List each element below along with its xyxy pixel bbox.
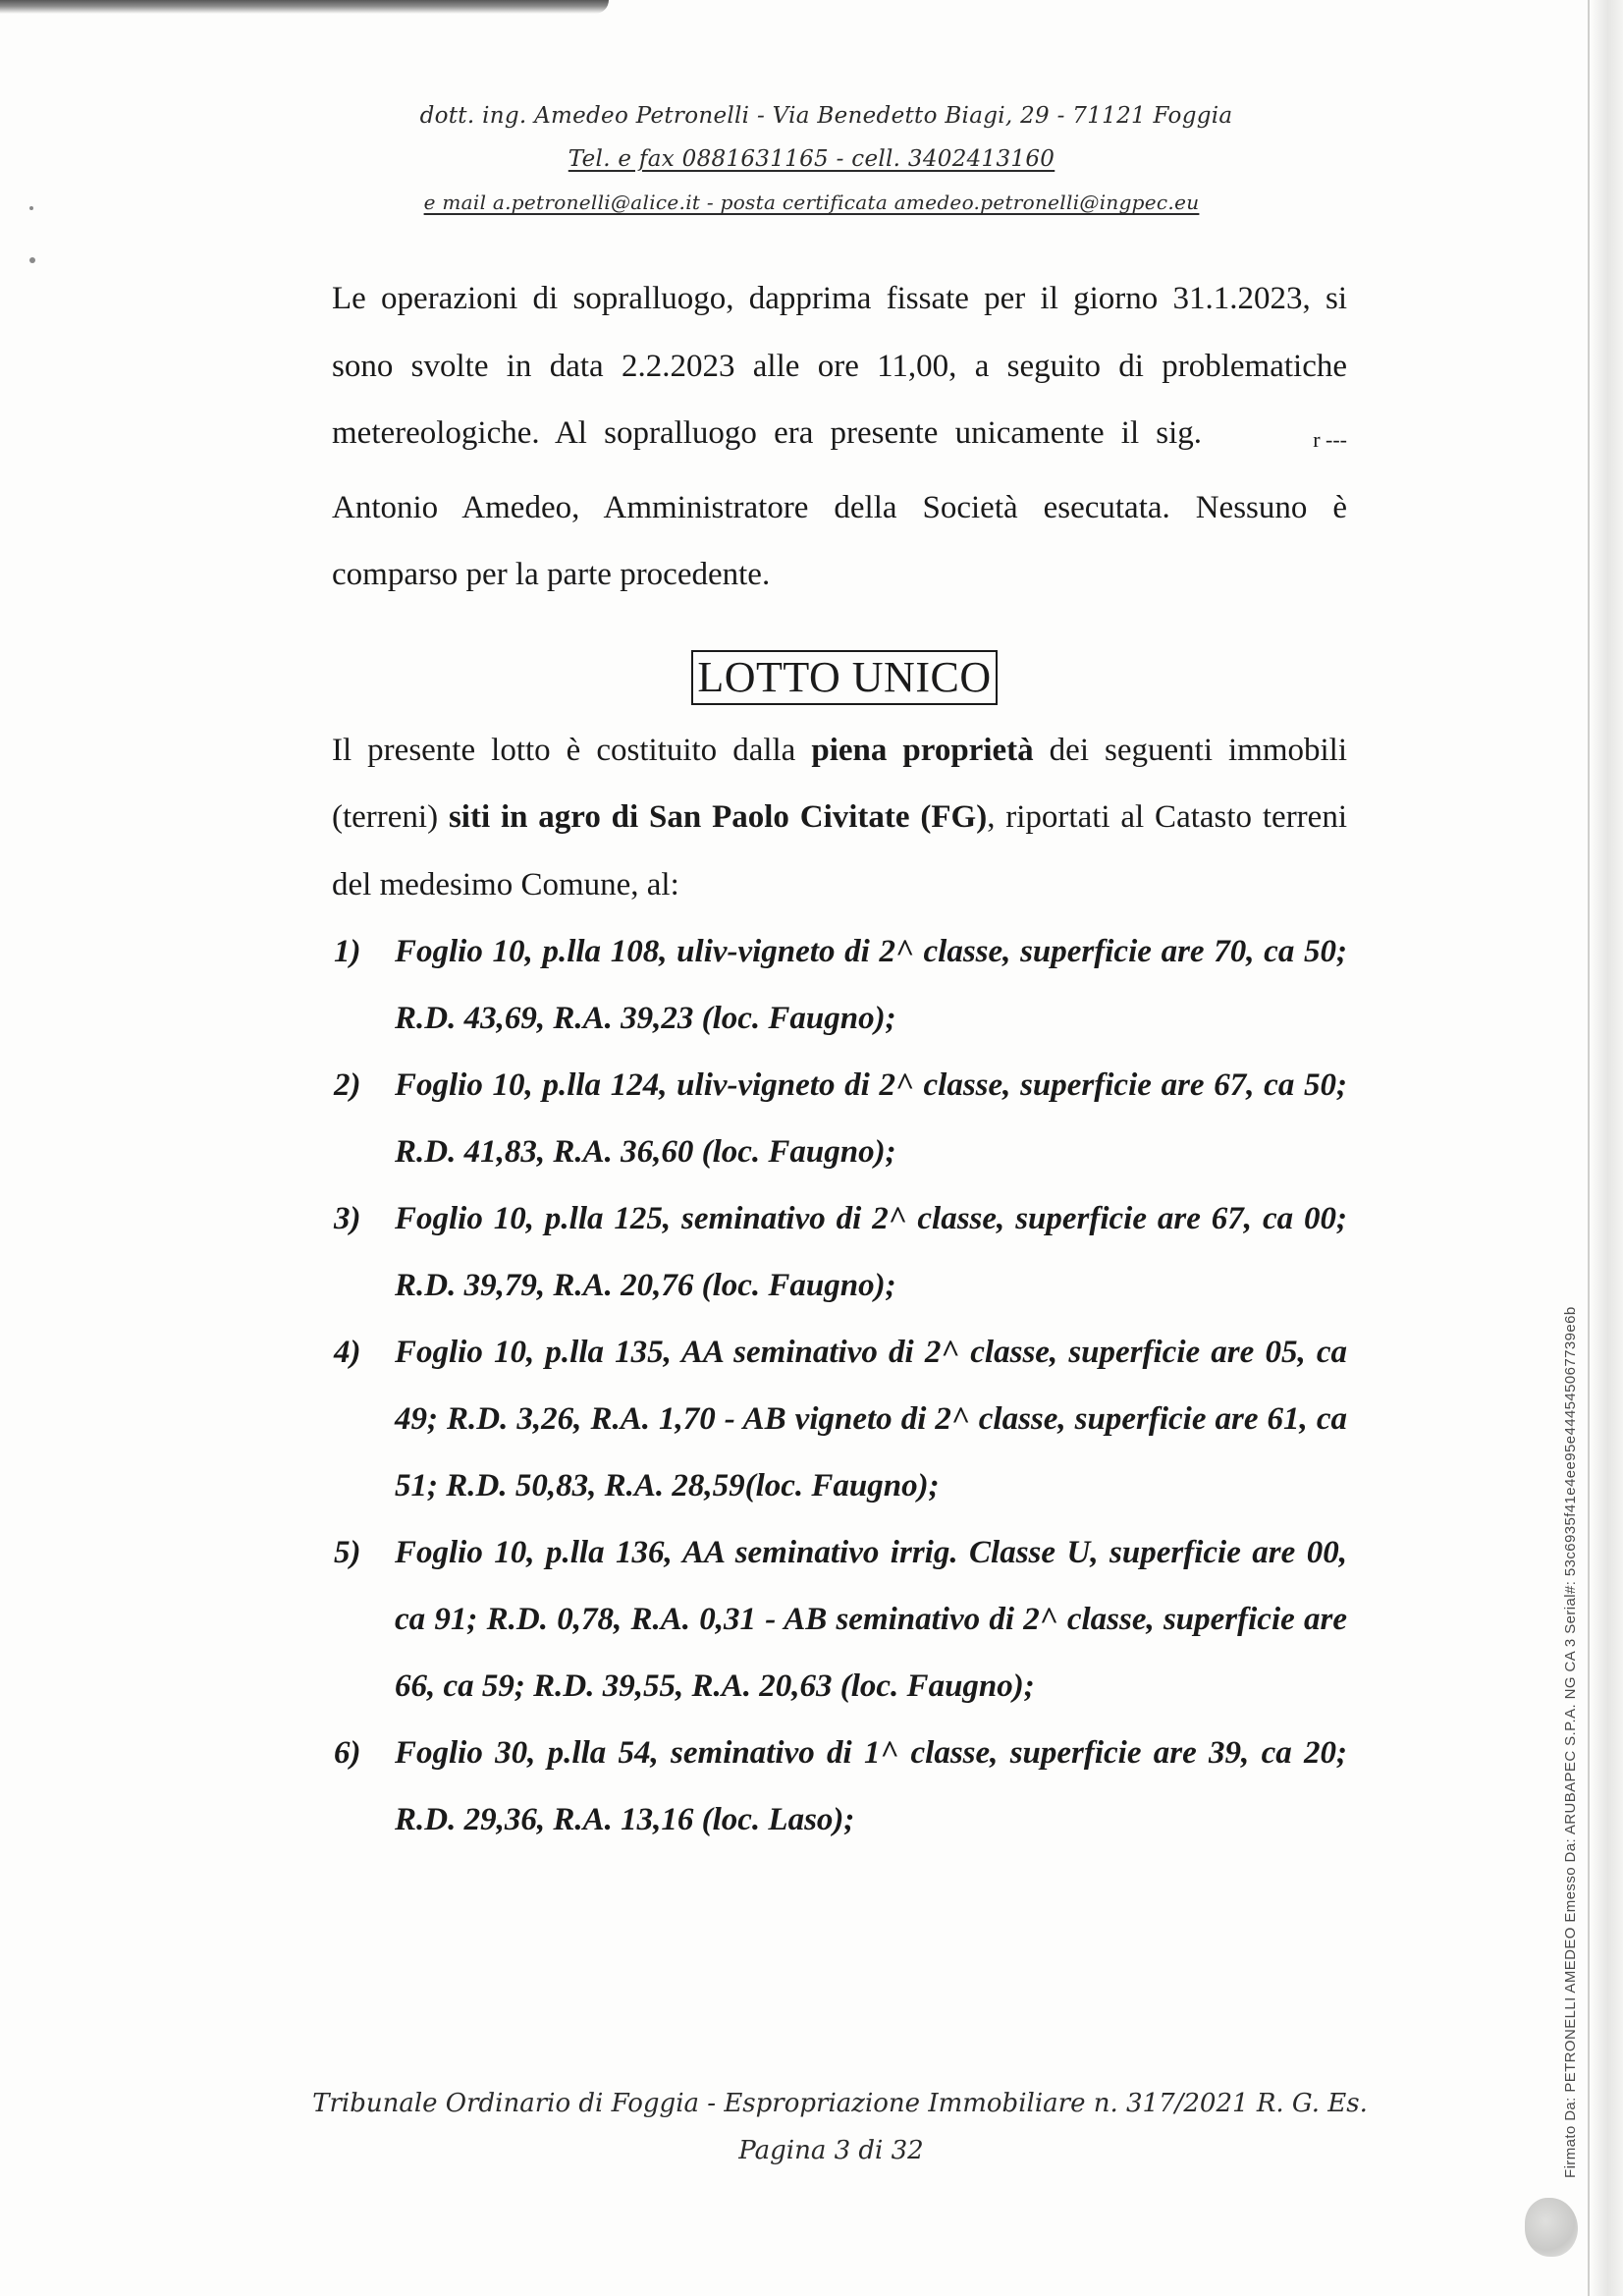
letterhead bbox=[0, 94, 1623, 224]
lotto-description: Il presente lotto è costituito dalla piena proprietà dei seguenti immobili (terreni) siti in agro di San Paolo Civitate (FG), riportati al Catasto terreni del medesimo Comune, al: bbox=[332, 732, 1348, 902]
scan-speck bbox=[29, 257, 35, 263]
scan-shadow bbox=[0, 0, 609, 14]
parcel-list bbox=[332, 918, 1347, 1853]
lotto-location: siti in agro di San Paolo Civitate (FG) bbox=[448, 799, 988, 835]
scan-edge bbox=[1590, 0, 1623, 2296]
letterhead-address: dott. ing. Amedeo Petronelli - Via Benedetto Biagi, 29 - 71121 Foggia bbox=[419, 103, 1233, 129]
page-body bbox=[332, 265, 1347, 1853]
seal-mark bbox=[1525, 2198, 1578, 2257]
letterhead-email: e mail a.petronelli@alice.it - posta certificata amedeo.petronelli@ingpec.eu bbox=[423, 191, 1200, 214]
intro-paragraph: Le operazioni di sopralluogo, dapprima fissate per il giorno 31.1.2023, si sono svolte in data 2.2.2023 alle ore 11,00, a seguito di problematiche metereologiche. Al sopralluogo era presente unicamente il sig. r --- Antonio Amedeo, Amministratore della Società esecutata. Nessuno è comparso per la parte procedente. bbox=[332, 281, 1347, 592]
list-item: 5) Foglio 10, p.lla 136, AA seminativo irrig. Classe U, superficie are 00, ca 91; R.D. 0,78, R.A. 0,31 - AB seminativo di 2^ classe, superficie are 66, ca 59; R.D. 39,55, R.A. 20,63 (loc. Faugno); bbox=[334, 1535, 1347, 1704]
lotto-title: LOTTO UNICO bbox=[691, 650, 997, 705]
lotto-heading bbox=[332, 650, 1347, 709]
letterhead-phone: Tel. e fax 0881631165 - cell. 3402413160 bbox=[568, 146, 1055, 172]
list-item: 1) Foglio 10, p.lla 108, uliv-vigneto di 2^ classe, superficie are 70, ca 50; R.D. 43,69, R.A. 39,23 (loc. Faugno); bbox=[334, 934, 1347, 1036]
list-item: 4) Foglio 10, p.lla 135, AA seminativo di 2^ classe, superficie are 05, ca 49; R.D. 3,26, R.A. 1,70 - AB vigneto di 2^ classe, superficie are 61, ca 51; R.D. 50,83, R.A. 28,59(loc. Faugno); bbox=[334, 1335, 1347, 1503]
footer-court: Tribunale Ordinario di Foggia - Espropriazione Immobiliare n. 317/2021 R. G. Es. bbox=[312, 2089, 1368, 2118]
list-item: 2) Foglio 10, p.lla 124, uliv-vigneto di 2^ classe, superficie are 67, ca 50; R.D. 41,83, R.A. 36,60 (loc. Faugno); bbox=[334, 1067, 1347, 1170]
list-item: 3) Foglio 10, p.lla 125, seminativo di 2^ classe, superficie are 67, ca 00; R.D. 39,79, R.A. 20,76 (loc. Faugno); bbox=[334, 1201, 1347, 1303]
page-footer bbox=[0, 2080, 1623, 2174]
redaction-fragment: r --- bbox=[1313, 427, 1347, 452]
page-number: Pagina 3 di 32 bbox=[738, 2136, 924, 2165]
list-item: 6) Foglio 30, p.lla 54, seminativo di 1^ classe, superficie are 39, ca 20; R.D. 29,36, R.A. 13,16 (loc. Laso); bbox=[334, 1735, 1347, 1837]
lotto-ownership: piena proprietà bbox=[811, 732, 1034, 768]
digital-signature-stamp: Firmato Da: PETRONELLI AMEDEO Emesso Da: ARUBAPEC S.P.A. NG CA 3 Serial#: 53c6935f41e4ee95e444545067739e6b bbox=[1562, 1306, 1579, 2178]
